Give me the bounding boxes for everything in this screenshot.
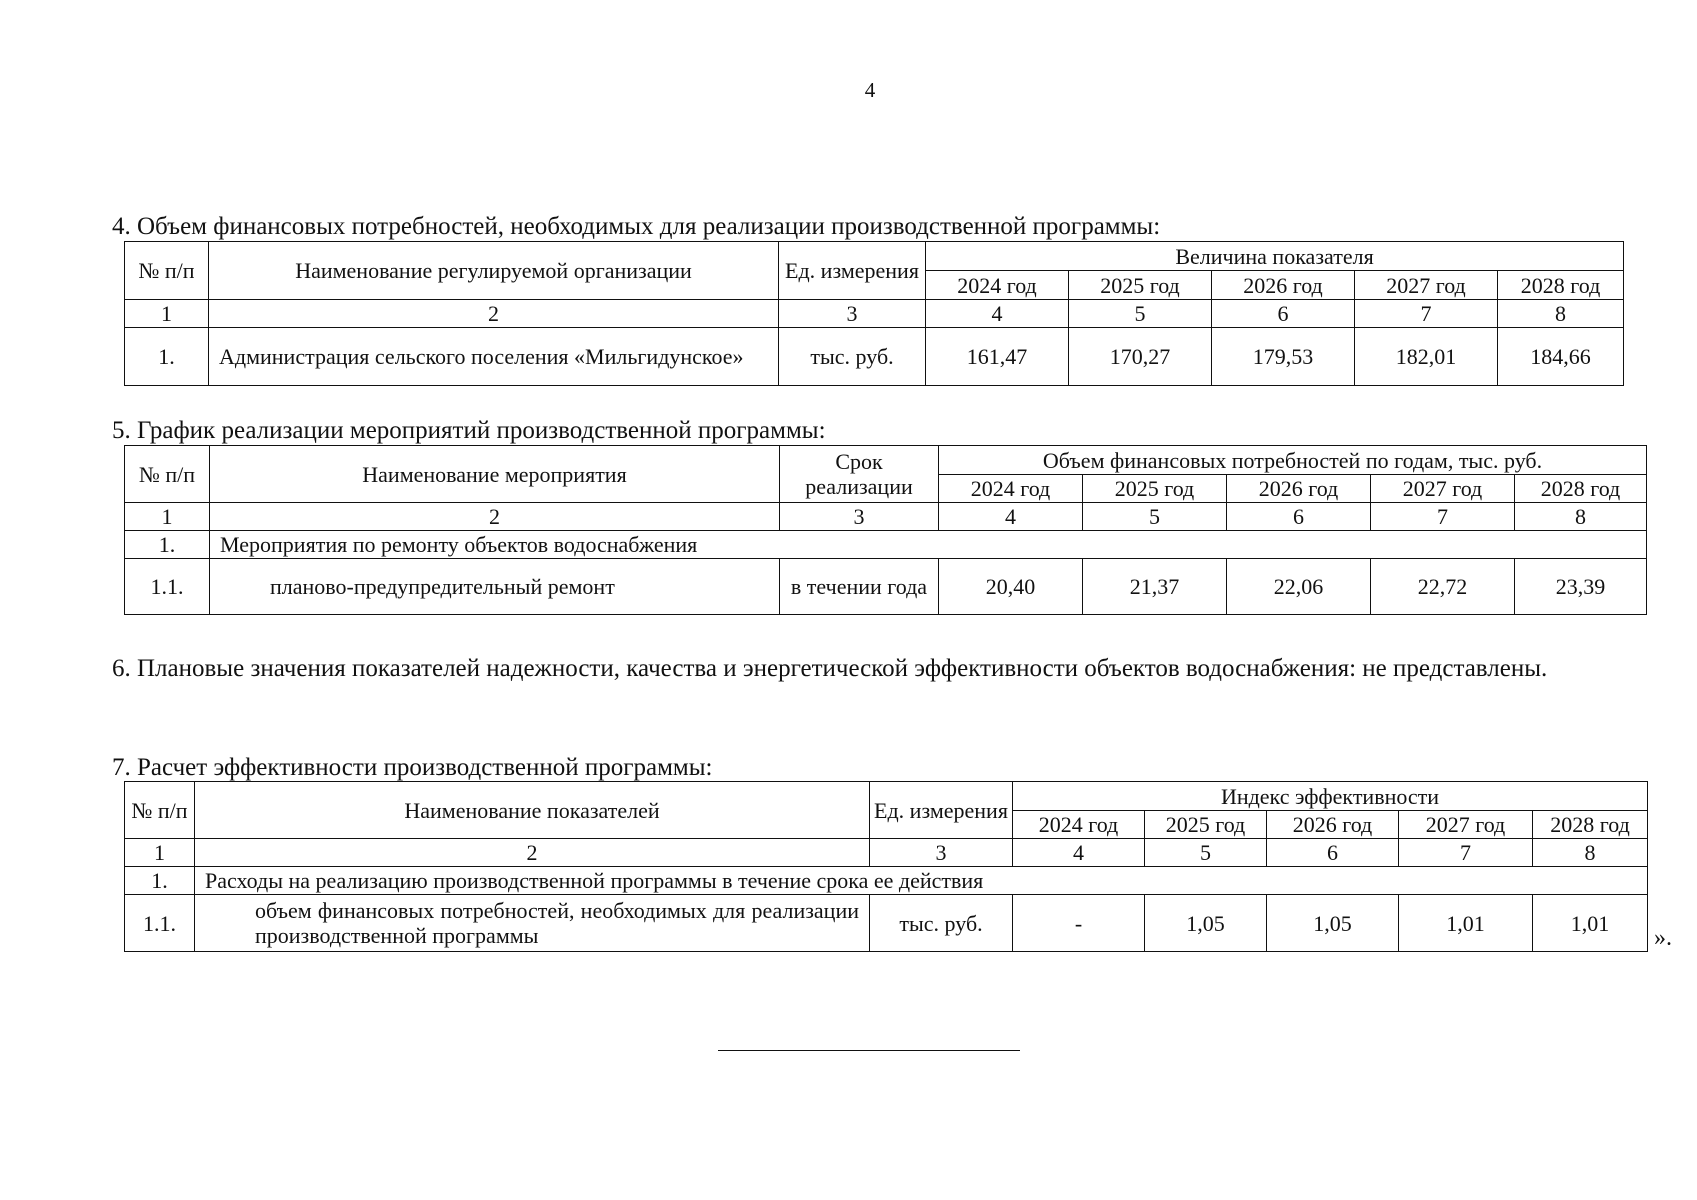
- value-cell: 170,27: [1069, 328, 1212, 386]
- header-indicator-name: Наименование показателей: [195, 782, 870, 839]
- index-cell: 6: [1227, 503, 1371, 531]
- index-cell: 6: [1267, 839, 1399, 867]
- header-value-group: Индекс эффективности: [1013, 782, 1648, 811]
- index-cell: 8: [1533, 839, 1648, 867]
- value-cell: 182,01: [1355, 328, 1498, 386]
- index-cell: 2: [210, 503, 780, 531]
- header-num: № п/п: [125, 242, 209, 300]
- header-year: 2027 год: [1355, 271, 1498, 300]
- index-cell: 4: [939, 503, 1083, 531]
- index-cell: 4: [926, 300, 1069, 328]
- header-value-group: Объем финансовых потребностей по годам, тыс. руб.: [939, 446, 1647, 475]
- header-num: № п/п: [125, 446, 210, 503]
- index-cell: 1: [125, 300, 209, 328]
- header-year: 2025 год: [1083, 475, 1227, 503]
- header-year: 2027 год: [1371, 475, 1515, 503]
- activity-name-cell: планово-предупредительный ремонт: [210, 559, 780, 615]
- org-name-cell: Администрация сельского поселения «Мильгидунское»: [209, 328, 779, 386]
- value-cell: 161,47: [926, 328, 1069, 386]
- section-5-title: 5. График реализации мероприятий производственной программы:: [112, 417, 826, 444]
- header-activity-name: Наименование мероприятия: [210, 446, 780, 503]
- header-year: 2025 год: [1145, 811, 1267, 839]
- header-year: 2024 год: [926, 271, 1069, 300]
- header-year: 2027 год: [1399, 811, 1533, 839]
- value-cell: 20,40: [939, 559, 1083, 615]
- page-number: 4: [864, 78, 876, 102]
- index-cell: 7: [1371, 503, 1515, 531]
- index-cell: 6: [1212, 300, 1355, 328]
- financial-needs-table: [124, 241, 1624, 386]
- group-row-name: Расходы на реализацию производственной программы в течение срока ее действия: [195, 867, 1648, 895]
- value-cell: 21,37: [1083, 559, 1227, 615]
- value-cell: 1,05: [1267, 895, 1399, 952]
- header-term: Срок реализации: [780, 446, 939, 503]
- index-cell: 7: [1399, 839, 1533, 867]
- row-num: 1.: [125, 328, 209, 386]
- header-year: 2026 год: [1227, 475, 1371, 503]
- header-num: № п/п: [125, 782, 195, 839]
- index-cell: 8: [1515, 503, 1647, 531]
- index-cell: 2: [209, 300, 779, 328]
- indicator-name-cell: объем финансовых потребностей, необходимых для реализации производственной программы: [195, 895, 870, 952]
- header-org-name: Наименование регулируемой организации: [209, 242, 779, 300]
- header-year: 2026 год: [1267, 811, 1399, 839]
- end-divider-line: [718, 1050, 1020, 1051]
- value-cell: 179,53: [1212, 328, 1355, 386]
- value-cell: 22,06: [1227, 559, 1371, 615]
- term-cell: в течении года: [780, 559, 939, 615]
- value-cell: 1,01: [1533, 895, 1648, 952]
- index-cell: 4: [1013, 839, 1145, 867]
- index-cell: 3: [780, 503, 939, 531]
- value-cell: -: [1013, 895, 1145, 952]
- index-cell: 5: [1083, 503, 1227, 531]
- value-cell: 1,05: [1145, 895, 1267, 952]
- value-cell: 22,72: [1371, 559, 1515, 615]
- index-cell: 1: [125, 503, 210, 531]
- header-year: 2028 год: [1498, 271, 1624, 300]
- index-cell: 8: [1498, 300, 1624, 328]
- header-year: 2025 год: [1069, 271, 1212, 300]
- unit-cell: тыс. руб.: [870, 895, 1013, 952]
- header-year: 2028 год: [1533, 811, 1648, 839]
- activities-schedule-table: [124, 445, 1647, 615]
- group-row-num: 1.: [125, 531, 210, 559]
- header-year: 2026 год: [1212, 271, 1355, 300]
- efficiency-table: [124, 781, 1648, 952]
- header-value-group: Величина показателя: [926, 242, 1624, 271]
- row-num: 1.1.: [125, 559, 210, 615]
- header-unit: Ед. измерения: [870, 782, 1013, 839]
- index-cell: 1: [125, 839, 195, 867]
- value-cell: 1,01: [1399, 895, 1533, 952]
- header-year: 2024 год: [1013, 811, 1145, 839]
- index-cell: 3: [779, 300, 926, 328]
- index-cell: 7: [1355, 300, 1498, 328]
- index-cell: 5: [1069, 300, 1212, 328]
- header-unit: Ед. измерения: [779, 242, 926, 300]
- index-cell: 5: [1145, 839, 1267, 867]
- unit-cell: тыс. руб.: [779, 328, 926, 386]
- group-row-name: Мероприятия по ремонту объектов водоснабжения: [210, 531, 1647, 559]
- value-cell: 23,39: [1515, 559, 1647, 615]
- index-cell: 3: [870, 839, 1013, 867]
- section-7-title: 7. Расчет эффективности производственной программы:: [112, 754, 713, 781]
- closing-quote-mark: ».: [1654, 925, 1672, 951]
- group-row-num: 1.: [125, 867, 195, 895]
- section-6-paragraph: 6. Плановые значения показателей надежности, качества и энергетической эффективности объектов водоснабжения: не представлены.: [112, 655, 1548, 682]
- header-year: 2024 год: [939, 475, 1083, 503]
- index-cell: 2: [195, 839, 870, 867]
- header-year: 2028 год: [1515, 475, 1647, 503]
- section-4-title: 4. Объем финансовых потребностей, необходимых для реализации производственной программы:: [112, 213, 1161, 240]
- value-cell: 184,66: [1498, 328, 1624, 386]
- row-num: 1.1.: [125, 895, 195, 952]
